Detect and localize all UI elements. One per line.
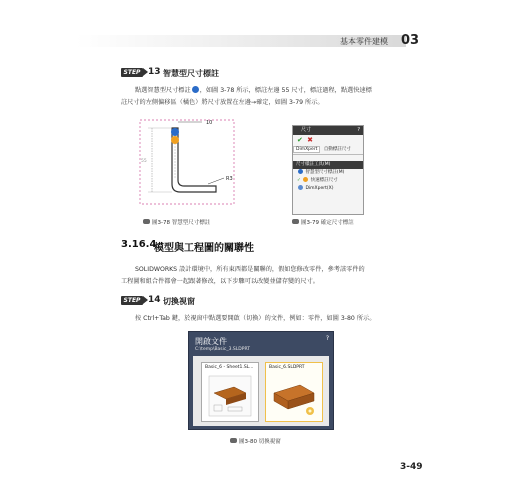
- option-quick-dimension-label: 快速標註尺寸: [310, 178, 338, 183]
- option-quick-dimension[interactable]: [293, 177, 363, 185]
- part-preview-icon: [270, 377, 318, 419]
- figure-3-80-caption: [230, 437, 281, 445]
- thumb-part-label: Basic_6.SLDPRT: [269, 365, 305, 370]
- selected-check-icon: ✓: [297, 178, 301, 183]
- quick-dimension-option-icon: [303, 177, 308, 182]
- step-badge-13: STEP: [121, 68, 143, 77]
- figure-3-78-drawing: [138, 118, 238, 208]
- radius-label: R3: [226, 176, 233, 182]
- page-number: 3-49: [400, 462, 423, 472]
- document-thumb-drawing[interactable]: [201, 362, 259, 422]
- tab-dimxpert[interactable]: DimXpert: [293, 146, 320, 153]
- figure-3-79-caption: [292, 218, 354, 226]
- dimension-top-label: 10: [206, 120, 213, 126]
- step-title-14: 切換視窗: [163, 297, 195, 306]
- dialog-body: [193, 356, 329, 426]
- figure-3-79-caption-text: 圖3-79 確定尺寸標註: [301, 220, 354, 226]
- step-number-14: 14: [148, 295, 161, 305]
- figure-3-78-caption-text: 圖3-78 智慧型尺寸標註: [152, 220, 211, 226]
- option-dimxpert[interactable]: [293, 185, 363, 193]
- step-badge-14: STEP: [121, 296, 143, 305]
- dialog-help-icon[interactable]: ?: [325, 335, 329, 342]
- document-thumb-part[interactable]: [265, 362, 323, 422]
- paragraph-2-line-1: SOLIDWORKS 設計環境中，所有東西都是關聯的，假如您修改零件，參考該零件的: [135, 266, 365, 273]
- action-buttons: [293, 135, 363, 145]
- paragraph-3-line-1: 按 Ctrl+Tab 鍵，於視窗中點選要開啟（切換）的文件，例如：零件，如圖 3-80 所示。: [135, 315, 376, 322]
- section-number: 3.16.4: [121, 239, 157, 250]
- paragraph-2-line-2: 工程圖和組合件都會一起跟著修改，以下步驟可以改變並儲存變的尺寸。: [121, 278, 319, 285]
- option-smart-dimension[interactable]: [293, 169, 363, 177]
- paragraph-1-text-a: 點選智慧型尺寸標註: [135, 87, 191, 94]
- dimension-left-label: 55: [141, 159, 147, 164]
- group-header: 尺寸樣註工具(M): [293, 161, 363, 169]
- chapter-number: 03: [401, 33, 420, 48]
- camera-icon: [230, 438, 237, 443]
- panel-tabs: [293, 145, 363, 155]
- smart-dimension-icon: [192, 86, 199, 93]
- quick-dim-selector-left[interactable]: [171, 136, 179, 144]
- step-title-13: 智慧型尺寸標註: [163, 69, 219, 78]
- paragraph-1-text-b: ，如圖 3-78 所示，標註左邊 55 尺寸，標註過程，點選快速標: [199, 87, 372, 94]
- ok-check-icon[interactable]: ✔: [297, 136, 303, 144]
- paragraph-1-line-2: 註尺寸的左側偏移區（橘色）將尺寸放置在左邊→確定，如圖 3-79 所示。: [121, 99, 324, 106]
- step-number-13: 13: [148, 67, 161, 77]
- chapter-title: 基本零件建模: [340, 37, 388, 46]
- quick-dim-selector-top[interactable]: [171, 128, 179, 136]
- panel-header: [293, 126, 363, 135]
- option-smart-dimension-label: 智慧型尺寸標註(M): [305, 170, 345, 175]
- figure-3-80-caption-text: 圖3-80 切換視窗: [239, 439, 281, 445]
- l-bracket-outline: [172, 128, 216, 192]
- help-icon[interactable]: ?: [357, 127, 360, 133]
- panel-title: 尺寸: [301, 127, 312, 133]
- tab-auto-dimension[interactable]: 自動標註尺寸: [323, 147, 351, 152]
- dialog-title: 開啟文件: [195, 337, 227, 346]
- drawing-border: [140, 120, 234, 204]
- camera-icon: [143, 219, 150, 224]
- drawing-preview-icon: [208, 375, 252, 417]
- radius-leader: [208, 178, 224, 184]
- option-dimxpert-label: DimXpert(X): [305, 186, 334, 191]
- dimension-property-panel: [292, 125, 364, 215]
- dimxpert-option-icon: [298, 185, 303, 190]
- cancel-x-icon[interactable]: ✖: [307, 136, 313, 144]
- thumb-drawing-label: Basic_6 - Sheet1.SL...: [205, 365, 254, 370]
- smart-dimension-option-icon: [298, 169, 303, 174]
- dialog-path: C:\temp\Basic_3.SLDPRT: [195, 347, 251, 352]
- section-title: 模型與工程圖的關聯性: [154, 243, 254, 254]
- figure-3-78-caption: [143, 218, 210, 226]
- open-documents-dialog: [188, 331, 334, 430]
- paragraph-1-line-1: [135, 86, 372, 96]
- camera-icon: [292, 219, 299, 224]
